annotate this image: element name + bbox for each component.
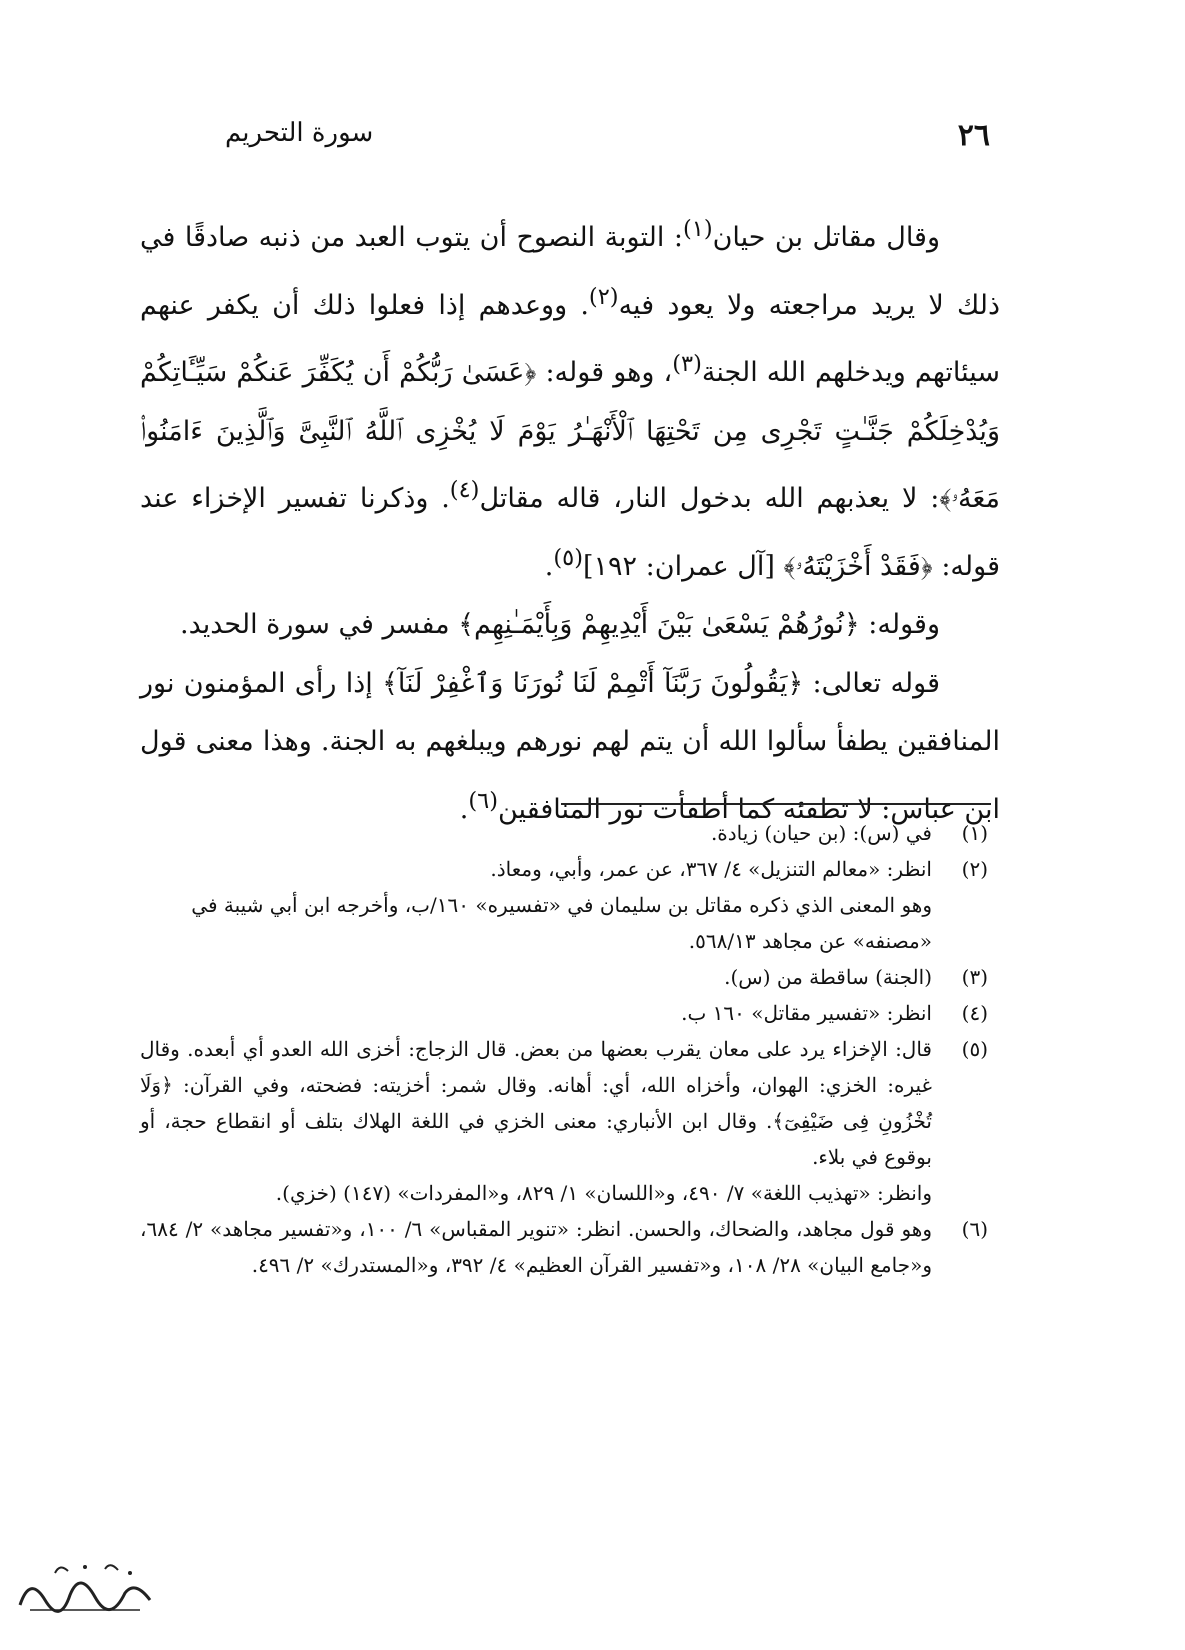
footnote-number: (٢) [961, 857, 988, 881]
main-text [140, 200, 1000, 839]
footnote-text: قال: الإخزاء يرد على معان يقرب بعضها من بعض. قال الزجاج: أخزى الله العدو أي أبعده. وقال غيره: الخزي: الهوان، وأخزاه الله، أي: أهانه. وقال شمر: أخزيته: فضحته، وفي القرآن: ﴿وَلَا تُخْزُونِ فِى ضَيْفِىٓ﴾. وقال ابن الأنباري: معنى الخزي في اللغة الهلاك بتلف أو انقطاع حجة، أو بوقوع في بلاء. [140, 1037, 933, 1169]
quran-verse: ﴿نُورُهُمْ يَسْعَىٰ بَيْنَ أَيْدِيهِمْ وَبِأَيْمَـٰنِهِم﴾ [458, 609, 860, 640]
text-run: : التوبة النصوح أن يتوب العبد من ذنبه صادقًا في ذلك لا يريد مراجعته ولا يعود فيه [140, 222, 1000, 321]
paragraph-3 [140, 655, 1000, 840]
footnote-6 [140, 1211, 1000, 1283]
verse-citation: [آل عمران: ١٩٢] [583, 550, 784, 582]
footnote-number: (١) [961, 821, 988, 845]
text-run: مفسر في سورة الحديد. [179, 609, 459, 640]
calligraphy-logo [10, 1555, 160, 1625]
footnote-ref-5: (٥) [553, 544, 583, 571]
quran-verse: ﴿عَسَىٰ رَبُّكُمْ أَن يُكَفِّرَ عَنكُمْ سَيِّـَٔاتِكُمْ وَيُدْخِلَكُمْ جَنَّـٰتٍ تَجْرِى مِن تَحْتِهَا ٱلْأَنْهَـٰرُ يَوْمَ لَا يُخْزِى ٱللَّهُ ٱلنَّبِىَّ وَٱلَّذِينَ ءَامَنُوا۟ مَعَهُۥ﴾ [140, 357, 1000, 514]
footnote-number: (٥) [961, 1037, 988, 1061]
footnote-text: في (س): (بن حيان) زيادة. [710, 821, 932, 845]
text-run: وقوله: [859, 609, 940, 640]
footnote-3 [140, 959, 1000, 995]
footnote-ref-4: (٤) [449, 477, 480, 503]
footnote-5 [140, 1031, 1000, 1175]
footnote-1 [140, 815, 1000, 851]
text-run: وقال مقاتل بن حيان [712, 222, 940, 253]
footnote-ref-2: (٢) [588, 283, 619, 310]
footnote-4 [140, 995, 1000, 1031]
surah-title: سورة التحريم [225, 118, 374, 148]
text-run: . وذكرنا تفسير الإخزاء عند قوله: [140, 483, 1000, 582]
footnote-2 [140, 851, 1000, 887]
text-run: . [459, 793, 469, 825]
footnote-separator [561, 803, 991, 805]
footnote-2-continuation: وهو المعنى الذي ذكره مقاتل بن سليمان في «تفسيره» ١٦٠/ب، وأخرجه ابن أبي شيبة في «مصنفه» عن مجاهد ٥٦٨/١٣. [191, 893, 932, 953]
footnote-5-continuation: وانظر: «تهذيب اللغة» ٧/ ٤٩٠، و«اللسان» ١/ ٨٢٩، و«المفردات» (١٤٧) (خزي). [275, 1181, 932, 1205]
footnote-text: انظر: «تفسير مقاتل» ١٦٠ ب. [681, 1001, 932, 1025]
footnote-number: (٤) [961, 1001, 988, 1025]
footnote-ref-6: (٦) [468, 787, 498, 814]
footnote-text: انظر: «معالم التنزيل» ٤/ ٣٦٧، عن عمر، وأبي، ومعاذ. [490, 857, 932, 881]
footnote-number: (٦) [961, 1217, 988, 1241]
page-number: ٢٦ [957, 118, 990, 153]
footnotes [140, 815, 1000, 1283]
text-run: . [544, 550, 554, 582]
footnote-text: (الجنة) ساقطة من (س). [724, 965, 932, 989]
quran-verse: ﴿فَقَدْ أَخْزَيْتَهُۥ﴾ [783, 550, 933, 582]
text-run: ، وهو قوله: [536, 357, 673, 388]
text-run: . ووعدهم إذا فعلوا ذلك أن يكفر عنهم سيئاتهم ويدخلهم الله الجنة [140, 289, 1000, 388]
text-run: إذا رأى المؤمنون نور المنافقين يطفأ سألوا الله أن يتم لهم نورهم ويبلغهم به الجنة. وهذا معنى قول ابن عباس: لا تطفئه كما أطفأت نور المنافقين [140, 667, 1000, 825]
paragraph-1 [140, 200, 1000, 596]
footnote-ref-1: (١) [682, 216, 713, 242]
footnote-ref-3: (٣) [672, 351, 702, 377]
footnote-number: (٣) [961, 965, 988, 989]
paragraph-2 [140, 596, 1000, 655]
footnote-text: وهو قول مجاهد، والضحاك، والحسن. انظر: «تنوير المقباس» ٦/ ١٠٠، و«تفسير مجاهد» ٢/ ٦٨٤، و«جامع البيان» ٢٨/ ١٠٨، و«تفسير القرآن العظيم» ٤/ ٣٩٢، و«المستدرك» ٢/ ٤٩٦. [140, 1217, 932, 1277]
text-run: قوله تعالى: [803, 667, 941, 699]
page-header [225, 118, 990, 166]
quran-verse: ﴿يَقُولُونَ رَبَّنَآ أَتْمِمْ لَنَا نُورَنَا وَٱغْفِرْ لَنَآ﴾ [382, 667, 804, 699]
text-run: : لا يعذبهم الله بدخول النار، قاله مقاتل [479, 483, 940, 514]
